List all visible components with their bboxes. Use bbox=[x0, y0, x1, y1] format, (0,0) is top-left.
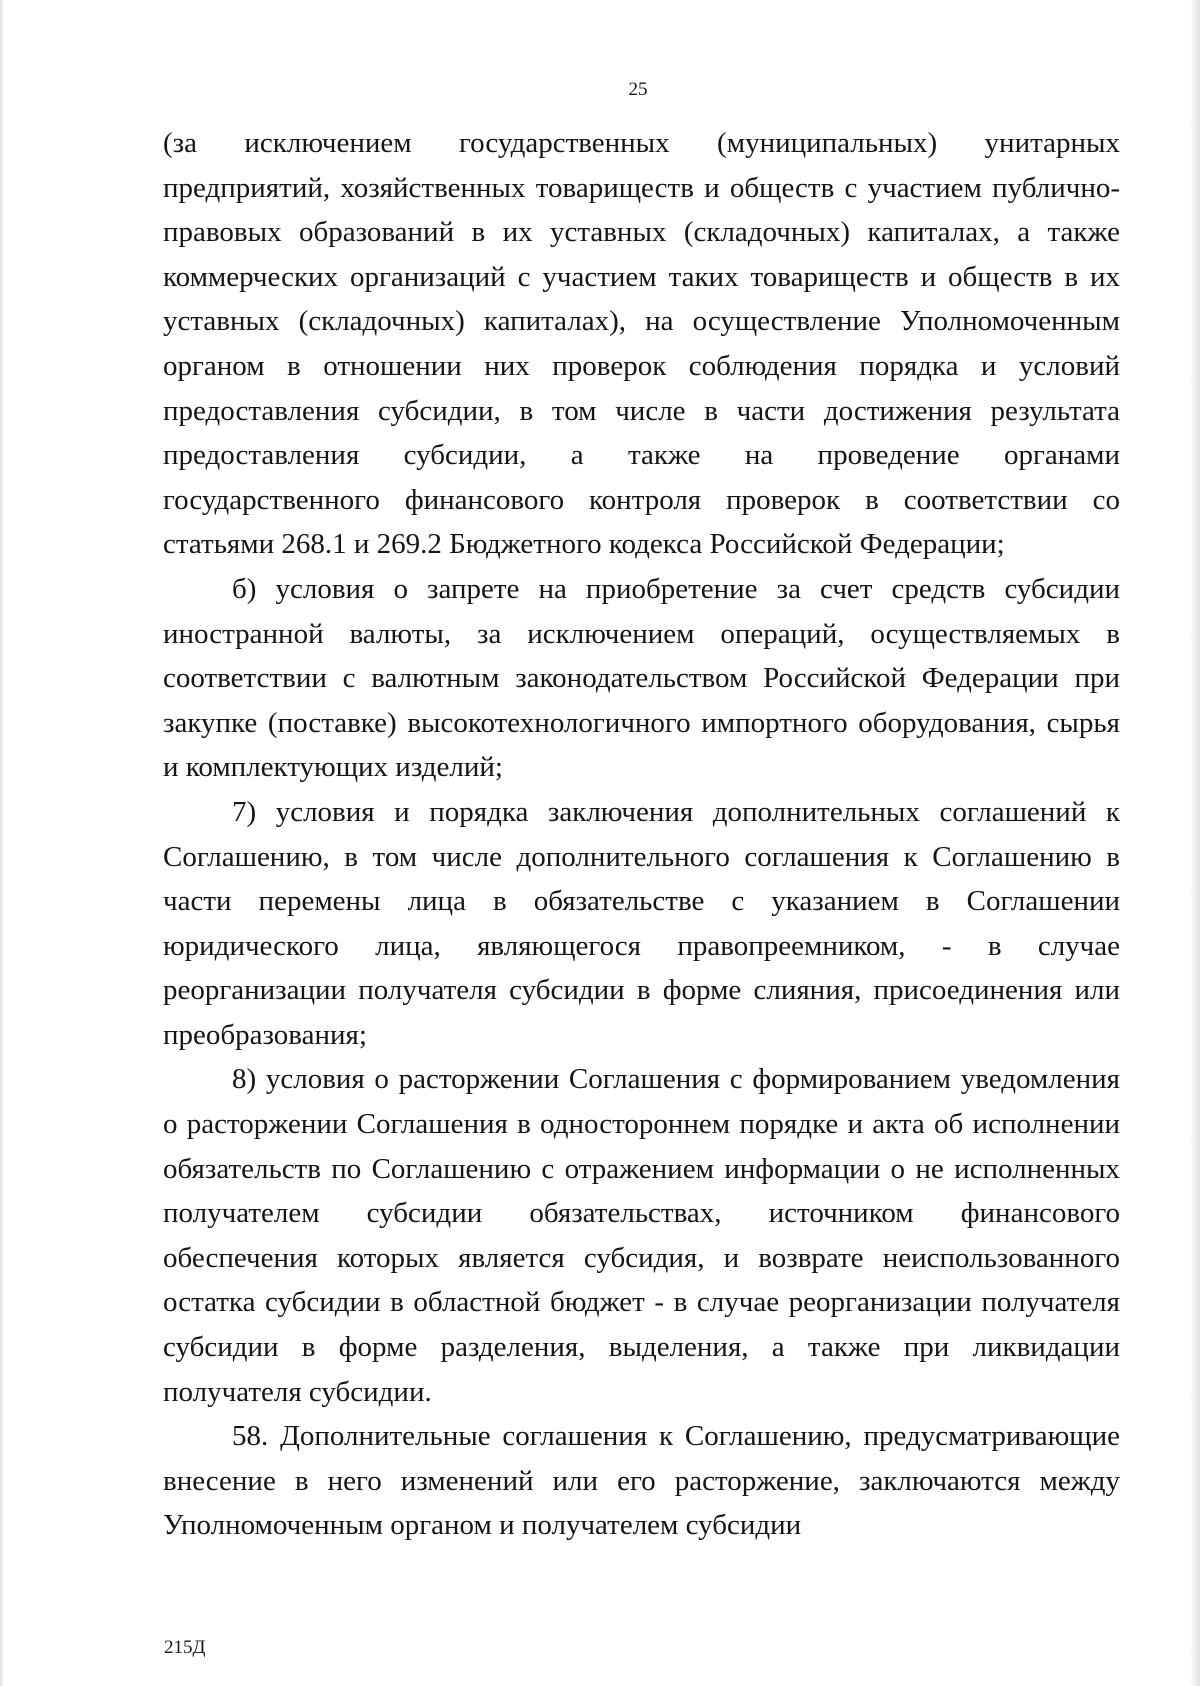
page-number: 25 bbox=[628, 79, 648, 100]
paragraph-item-b: б) условия о запрете на приобретение за счет средств субсидии иностранной валюты, за исключением операций, осуществляемых в соответствии с валютным законодательством Российской Федерации при закупке (поставке) высокотехнологичного импортного оборудования, сырья и комплектующих изделий; bbox=[163, 572, 1120, 784]
paragraph-continuation: (за исключением государственных (муниципальных) унитарных предприятий, хозяйственных товариществ и обществ с участием публично-правовых образований в их уставных (складочных) капиталах, а также коммерческих организаций с участием таких товариществ и обществ в их уставных (складочных) капиталах), на осуществление Уполномоченным органом в отношении них проверок соблюдения порядка и условий предоставления субсидии, в том числе в части достижения результата предоставления субсидии, а также на проведение органами государственного финансового контроля проверок в соответствии со статьями 268.1 и 269.2 Бюджетного кодекса Российской Федерации; bbox=[163, 127, 1120, 561]
paragraph-item-8: 8) условия о расторжении Соглашения с формированием уведомления о расторжении Соглашения в одностороннем порядке и акта об исполнении обязательств по Соглашению с отражением информации о не исполненных получателем субсидии обязательствах, источником финансового обеспечения которых является субсидия, и возврате неиспользованного остатка субсидии в областной бюджет - в случае реорганизации получателя субсидии в форме разделения, выделения, а также при ликвидации получателя субсидии. bbox=[163, 1063, 1120, 1408]
footer-document-code: 215Д bbox=[164, 1637, 206, 1658]
paragraph-58: 58. Дополнительные соглашения к Соглашению, предусматривающие внесение в него изменений или его расторжение, заключаются между Уполномоченным органом и получателем субсидии bbox=[163, 1420, 1120, 1542]
scan-left-edge bbox=[0, 0, 4, 1686]
document-body bbox=[163, 121, 1120, 1548]
paragraph-item-7: 7) условия и порядка заключения дополнительных соглашений к Соглашению, в том числе дополнительного соглашения к Соглашению в части перемены лица в обязательстве с указанием в Соглашении юридического лица, являющегося правопреемником, - в случае реорганизации получателя субсидии в форме слияния, присоединения или преобразования; bbox=[163, 795, 1120, 1051]
scan-right-edge bbox=[1190, 0, 1200, 1686]
